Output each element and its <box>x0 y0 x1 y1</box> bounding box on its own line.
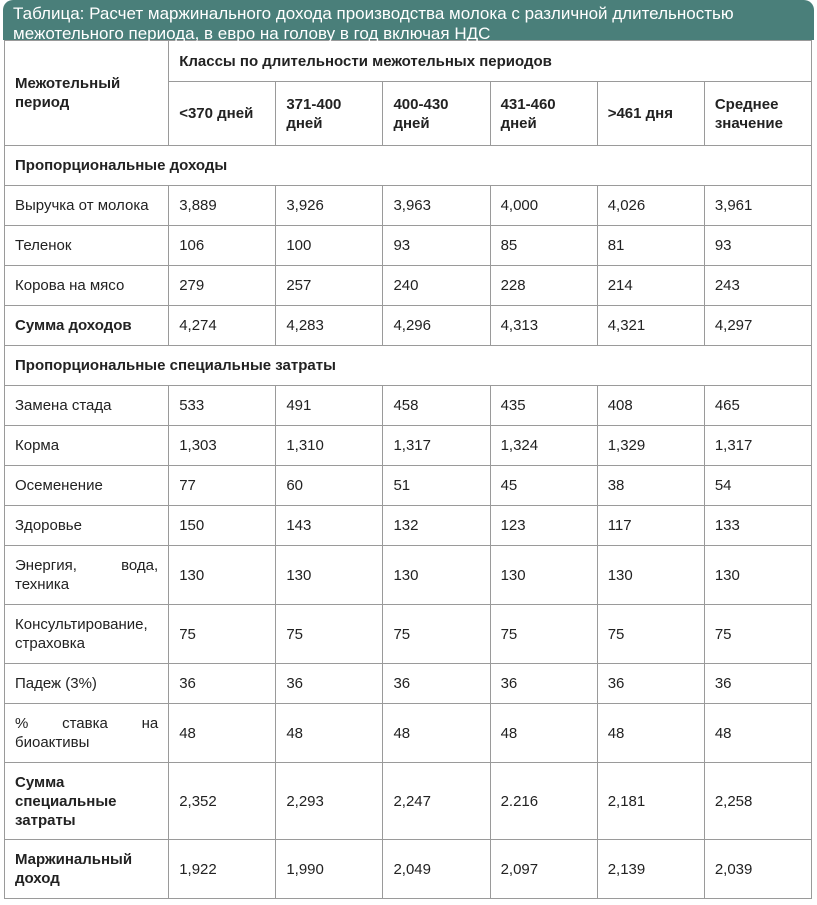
section-title: Пропорциональные доходы <box>5 146 812 186</box>
table-cell: 81 <box>597 226 704 266</box>
table-cell: 243 <box>704 266 811 306</box>
table-cell: 85 <box>490 226 597 266</box>
table-cell: 4,274 <box>169 306 276 346</box>
table-cell: 130 <box>276 546 383 605</box>
table-cell: 130 <box>169 546 276 605</box>
row-label <box>5 546 169 605</box>
table-cell: 3,963 <box>383 186 490 226</box>
table-cell: 36 <box>383 664 490 704</box>
table-cell: 93 <box>704 226 811 266</box>
row-label: Здоровье <box>5 506 169 546</box>
table-cell: 1,317 <box>704 426 811 466</box>
table-cell: 2,097 <box>490 840 597 899</box>
table-cell: 214 <box>597 266 704 306</box>
table-cell: 2,247 <box>383 763 490 840</box>
table-cell: 130 <box>704 546 811 605</box>
row-label: Корова на мясо <box>5 266 169 306</box>
table-row <box>5 386 812 426</box>
table-cell: 36 <box>169 664 276 704</box>
table-cell: 1,329 <box>597 426 704 466</box>
table-row <box>5 763 812 840</box>
row-label: Выручка от молока <box>5 186 169 226</box>
table-cell: 1,990 <box>276 840 383 899</box>
table-cell: 100 <box>276 226 383 266</box>
table-cell: 3,961 <box>704 186 811 226</box>
table-cell: 4,283 <box>276 306 383 346</box>
table-cell: 491 <box>276 386 383 426</box>
table-cell: 4,026 <box>597 186 704 226</box>
table-cell: 106 <box>169 226 276 266</box>
table-row <box>5 605 812 664</box>
margin-table <box>4 40 812 899</box>
table-cell: 2,258 <box>704 763 811 840</box>
table-cell: 279 <box>169 266 276 306</box>
table-cell: 435 <box>490 386 597 426</box>
table-cell: 133 <box>704 506 811 546</box>
row-label-text: % ставка на биоактивы <box>15 715 159 751</box>
table-cell: 130 <box>597 546 704 605</box>
section-title: Пропорциональные специальные затраты <box>5 346 812 386</box>
table-row <box>5 506 812 546</box>
table-cell: 2,181 <box>597 763 704 840</box>
table-cell: 48 <box>704 704 811 763</box>
table-cell: 93 <box>383 226 490 266</box>
table-cell: 2,352 <box>169 763 276 840</box>
table-cell: 2,049 <box>383 840 490 899</box>
table-cell: 1,317 <box>383 426 490 466</box>
table-cell: 2,039 <box>704 840 811 899</box>
table-cell: 228 <box>490 266 597 306</box>
section-row-costs <box>5 346 812 386</box>
table-cell: 3,889 <box>169 186 276 226</box>
table-cell: 465 <box>704 386 811 426</box>
table-title: Таблица: Расчет маржинального дохода производства молока с различной длительностью межотельного периода, в евро на голову в год включая НДС <box>3 0 814 40</box>
table-cell: 130 <box>383 546 490 605</box>
table-row <box>5 664 812 704</box>
table-row <box>5 546 812 605</box>
table-cell: 48 <box>597 704 704 763</box>
table-cell: 2.216 <box>490 763 597 840</box>
section-row-income <box>5 146 812 186</box>
table-cell: 3,926 <box>276 186 383 226</box>
table-cell: 60 <box>276 466 383 506</box>
table-cell: 75 <box>597 605 704 664</box>
row-label: Замена стада <box>5 386 169 426</box>
table-row <box>5 266 812 306</box>
table-row <box>5 466 812 506</box>
table-row <box>5 426 812 466</box>
table-cell: 38 <box>597 466 704 506</box>
table-cell: 2,139 <box>597 840 704 899</box>
column-header: 371-400 дней <box>276 82 383 146</box>
table-cell: 2,293 <box>276 763 383 840</box>
row-label: Сумма доходов <box>5 306 169 346</box>
row-label-text: Энергия, вода, техника <box>15 557 159 593</box>
table-cell: 4,000 <box>490 186 597 226</box>
table-cell: 1,310 <box>276 426 383 466</box>
row-label: Маржинальный доход <box>5 840 169 899</box>
table-cell: 75 <box>276 605 383 664</box>
row-label <box>5 704 169 763</box>
table-cell: 54 <box>704 466 811 506</box>
table-cell: 132 <box>383 506 490 546</box>
header-row-1 <box>5 41 812 82</box>
table-cell: 1,922 <box>169 840 276 899</box>
table-cell: 48 <box>169 704 276 763</box>
table-cell: 4,297 <box>704 306 811 346</box>
table-cell: 48 <box>383 704 490 763</box>
row-label: Падеж (3%) <box>5 664 169 704</box>
table-cell: 36 <box>276 664 383 704</box>
table-cell: 1,324 <box>490 426 597 466</box>
table-cell: 1,303 <box>169 426 276 466</box>
column-header: 400-430 дней <box>383 82 490 146</box>
table-cell: 48 <box>490 704 597 763</box>
row-label <box>5 605 169 664</box>
table-cell: 257 <box>276 266 383 306</box>
table-cell: 77 <box>169 466 276 506</box>
table-cell: 123 <box>490 506 597 546</box>
row-label-text: Консультирование, страховка <box>15 616 148 652</box>
row-label: Осеменение <box>5 466 169 506</box>
table-cell: 36 <box>597 664 704 704</box>
table-cell: 75 <box>383 605 490 664</box>
row-label: Сумма специальные затраты <box>5 763 169 840</box>
table-cell: 408 <box>597 386 704 426</box>
table-cell: 51 <box>383 466 490 506</box>
column-header: 431-460 дней <box>490 82 597 146</box>
table-cell: 36 <box>490 664 597 704</box>
table-container <box>3 0 814 899</box>
column-header: >461 дня <box>597 82 704 146</box>
classes-header: Классы по длительности межотельных периодов <box>169 41 812 82</box>
table-row <box>5 704 812 763</box>
table-cell: 75 <box>490 605 597 664</box>
table-row <box>5 226 812 266</box>
table-cell: 75 <box>169 605 276 664</box>
table-cell: 4,313 <box>490 306 597 346</box>
table-cell: 117 <box>597 506 704 546</box>
table-cell: 533 <box>169 386 276 426</box>
table-cell: 143 <box>276 506 383 546</box>
table-cell: 45 <box>490 466 597 506</box>
table-cell: 4,296 <box>383 306 490 346</box>
column-header: Среднее значение <box>704 82 811 146</box>
table-row <box>5 186 812 226</box>
column-header: <370 дней <box>169 82 276 146</box>
table-cell: 36 <box>704 664 811 704</box>
table-cell: 458 <box>383 386 490 426</box>
table-row <box>5 840 812 899</box>
table-cell: 240 <box>383 266 490 306</box>
period-header: Межотельный период <box>5 41 169 146</box>
row-label: Корма <box>5 426 169 466</box>
table-row <box>5 306 812 346</box>
table-cell: 75 <box>704 605 811 664</box>
row-label: Теленок <box>5 226 169 266</box>
table-cell: 150 <box>169 506 276 546</box>
table-cell: 4,321 <box>597 306 704 346</box>
table-cell: 48 <box>276 704 383 763</box>
table-cell: 130 <box>490 546 597 605</box>
